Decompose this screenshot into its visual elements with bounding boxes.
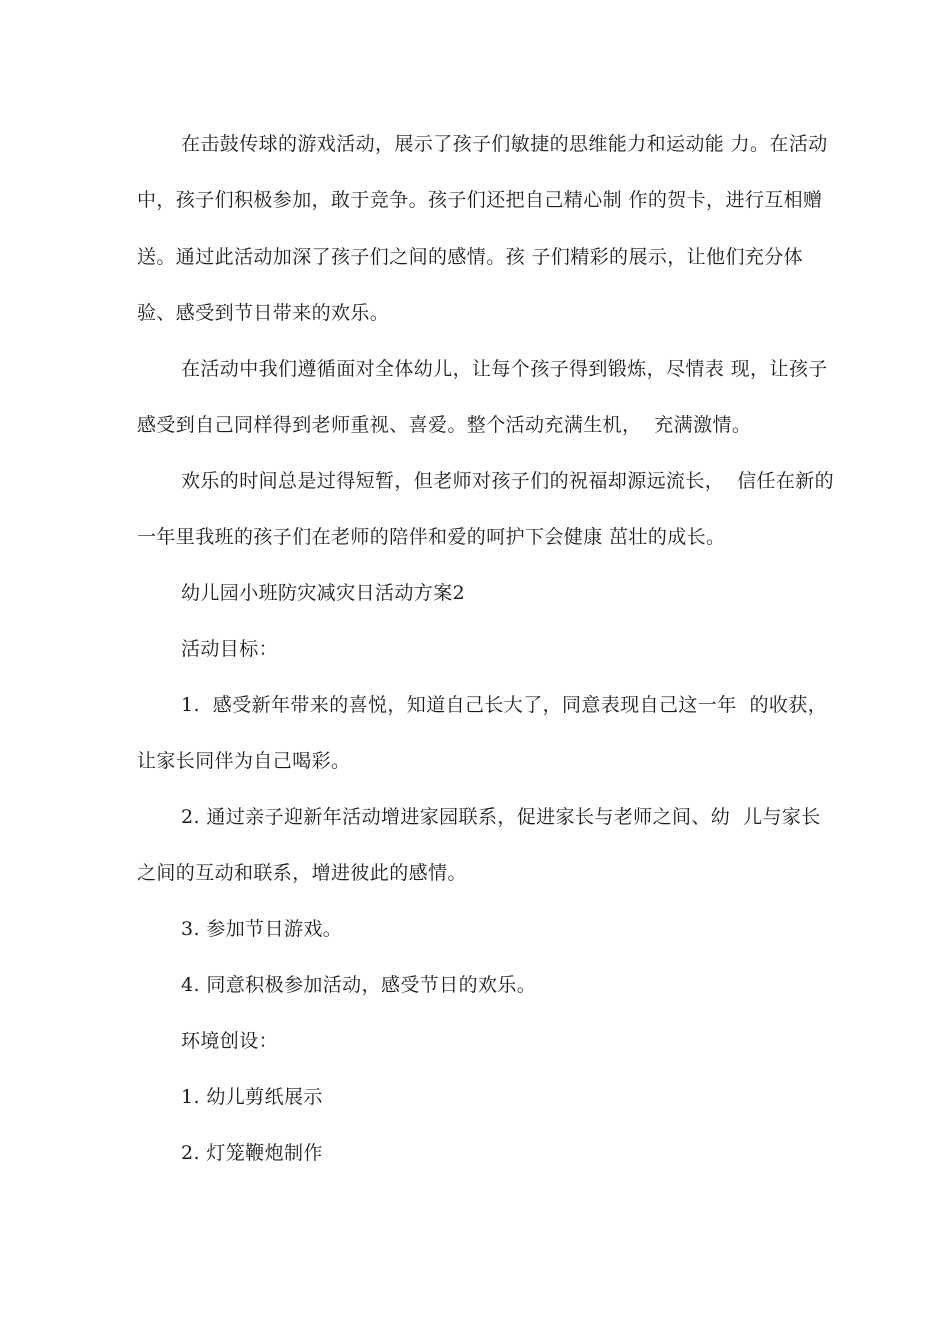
environment-item-2: 2. 灯笼鞭炮制作	[181, 1142, 323, 1164]
section-title: 幼儿园小班防灾减灾日活动方案2	[181, 582, 466, 604]
paragraph-1-line-2: 中，孩子们积极参加，敢于竞争。孩子们还把自己精心制 作的贺卡，进行互相赠	[137, 189, 823, 211]
paragraph-1-line-3: 送。通过此活动加深了孩子们之间的感情。孩 子们精彩的展示，让他们充分体	[137, 246, 804, 268]
objective-4: 4. 同意积极参加活动，感受节日的欢乐。	[181, 974, 537, 996]
objective-1-line-2: 让家长同伴为自己喝彩。	[137, 750, 351, 772]
objective-1-line-1: 1. 感受新年带来的喜悦，知道自己长大了，同意表现自己这一年 的收获，	[181, 694, 828, 716]
paragraph-2-line-2: 感受到自己同样得到老师重视、喜爱。整个活动充满生机， 充满激情。	[137, 414, 752, 436]
environment-heading: 环境创设：	[181, 1030, 279, 1052]
paragraph-1-line-4: 验、感受到节日带来的欢乐。	[137, 302, 390, 324]
objectives-heading: 活动目标：	[181, 638, 279, 660]
environment-item-1: 1. 幼儿剪纸展示	[181, 1086, 323, 1108]
paragraph-3-line-1: 欢乐的时间总是过得短暂，但老师对孩子们的祝福却源远流长， 信任在新的	[181, 470, 835, 492]
paragraph-3-line-2: 一年里我班的孩子们在老师的陪伴和爱的呵护下会健康 茁壮的成长。	[137, 526, 726, 548]
objective-3: 3. 参加节日游戏。	[181, 918, 343, 940]
objective-2-line-1: 2. 通过亲子迎新年活动增进家园联系，促进家长与老师之间、幼 儿与家长	[181, 806, 821, 828]
paragraph-2-line-1: 在活动中我们遵循面对全体幼儿，让每个孩子得到锻炼，尽情表 现，让孩子	[181, 358, 828, 380]
paragraph-1-line-1: 在击鼓传球的游戏活动，展示了孩子们敏捷的思维能力和运动能 力。在活动	[181, 133, 828, 155]
objective-2-line-2: 之间的互动和联系，增进彼此的感情。	[137, 862, 467, 884]
